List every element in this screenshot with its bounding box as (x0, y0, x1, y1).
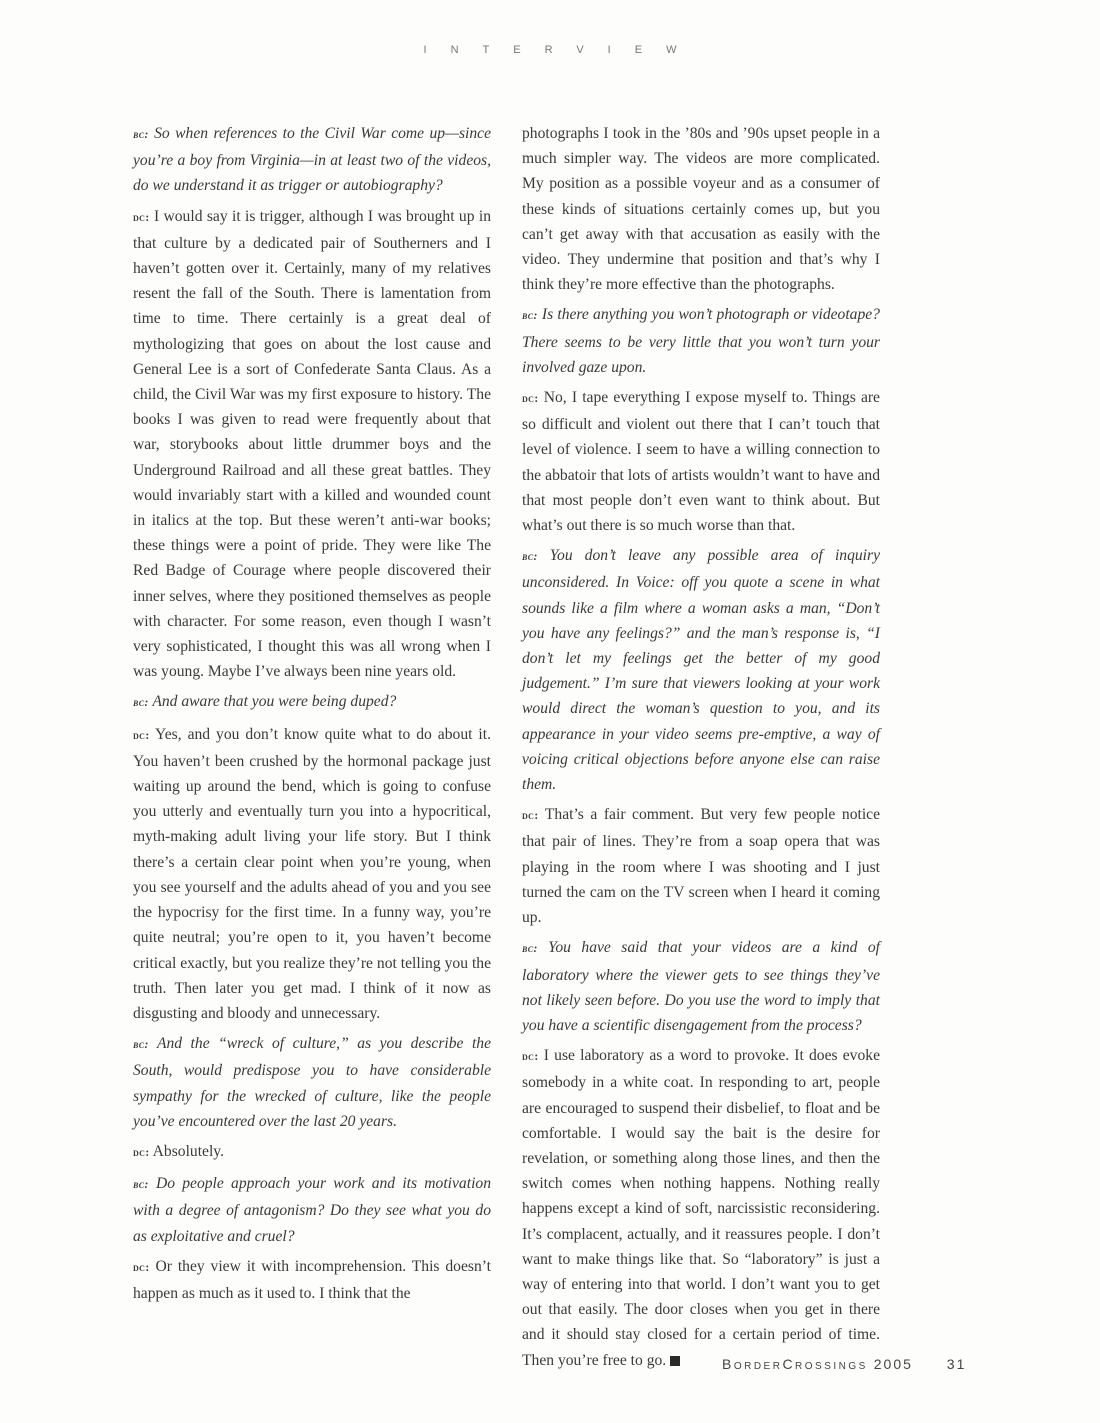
interview-question (522, 302, 880, 380)
section-header: INTERVIEW (423, 44, 701, 56)
interview-question (133, 689, 491, 716)
right-column (522, 121, 880, 1378)
speaker-label: dc: (522, 393, 539, 406)
speaker-label: dc: (133, 729, 150, 742)
issue-year: 2005 (873, 1356, 913, 1372)
speaker-label: dc: (133, 1146, 150, 1159)
paragraph-text: I would say it is trigger, although I was brought up in that culture by a dedicated pair of Southerners and I haven’t gotten over it. Certainly, many of my relatives resent the fall of the South. There is lamentation from time to time. There certainly is a great deal of mythologizing that goes on about the lost cause and General Lee is a sort of Confederate Santa Claus. As a child, the Civil War was my first exposure to history. The books I was given to read were frequently about that war, storybooks about little drummer boys and the Underground Railroad and all these great battles. They would invariably start with a killed and wounded count in italics at the top. But these weren’t anti-war books; these things were a point of pride. They were like The Red Badge of Courage where people discovered their inner selves, where they positioned themselves as people with character. For some reason, even though I wasn’t very sophisticated, I thought this was all wrong when I was young. Maybe I’ve always been nine years old. (133, 207, 491, 681)
page-number: 31 (946, 1356, 967, 1372)
paragraph-text: You don’t leave any possible area of inquiry unconsidered. In Voice: off you quote a scene in what sounds like a film where a woman asks a man, “Don’t you have any feelings?” and the man’s response is, “I don’t let my feelings get the better of my good judgement.” I’m sure that viewers looking at your work would direct the woman’s question to you, and its appearance in your video seems pre-emptive, a way of voicing critical objections before anyone else can raise them. (522, 547, 880, 794)
interview-answer (133, 1139, 491, 1166)
interview-question (522, 543, 880, 797)
paragraph-text: Yes, and you don’t know quite what to do about it. You haven’t been crushed by the hormonal package just waiting up around the bend, which is going to confuse you utterly and eventually turn you into a hypocritical, myth-making adult living your life story. But I think there’s a certain clear point when you’re young, when you see yourself and the adults ahead of you and you see the hypocrisy for the first time. In a funny way, you’re quite neutral; you’re open to it, you haven’t become critical exactly, but you realize they’re not telling you the truth. Then later you get mad. I think of it now as disgusting and bloody and unnecessary. (133, 725, 491, 1022)
paragraph-text: Is there anything you won’t photograph or videotape? There seems to be very little that you won’t turn your involved gaze upon. (522, 306, 880, 376)
paragraph-text: You have said that your videos are a kind of laboratory where the viewer gets to see things they’ve not likely seen before. Do you use the word to imply that you have a scientific disengagement from the process? (522, 939, 880, 1034)
paragraph-text: That’s a fair comment. But very few people notice that pair of lines. They’re from a soap opera that was playing in the room where I was shooting and I just turned the cam on the TV screen when I heard it coming up. (522, 806, 880, 927)
end-of-article-mark (670, 1356, 680, 1366)
speaker-label: dc: (133, 211, 150, 224)
speaker-label: dc: (522, 1051, 539, 1064)
speaker-label: bc: (133, 1039, 149, 1052)
paragraph-text: And aware that you were being duped? (152, 693, 397, 711)
interview-answer (133, 1254, 491, 1306)
speaker-label: bc: (522, 551, 538, 564)
speaker-label: bc: (522, 943, 538, 956)
paragraph-text: photographs I took in the ’80s and ’90s upset people in a much simpler way. The videos are more complicated. My position as a possible voyeur and as a consumer of these kinds of situations certainly comes up, but you can’t get away with that accusation as easily with the video. They undermine that position and that’s why I think they’re more effective than the photographs. (522, 125, 880, 294)
paragraph-text: Or they view it with incomprehension. This doesn’t happen as much as it used to. I think that the (133, 1257, 491, 1302)
interview-answer (522, 802, 880, 930)
magazine-name: BorderCrossings (722, 1356, 868, 1372)
interview-question (522, 935, 880, 1038)
interview-question (133, 1171, 491, 1249)
speaker-label: dc: (133, 1261, 150, 1274)
paragraph-text: I use laboratory as a word to provoke. It does evoke somebody in a white coat. In responding to art, people are encouraged to suspend their disbelief, to float and be comfortable. I would say the bait is the desire for revelation, or something along those lines, and then the switch comes when nothing happens. Nothing really happens except a kind of soft, narcissistic reconsidering. It’s complacent, actually, and it reassures people. I don’t want to make things like that. So “laboratory” is just a way of entering into that world. I don’t want you to get out that easily. The door closes when you get in there and it should stay closed for a certain period of time. Then you’re free to go. (522, 1047, 880, 1369)
interview-answer-continued (522, 121, 880, 297)
paragraph-text: No, I tape everything I expose myself to. Things are so difficult and violent out there that I can’t touch that level of violence. I seem to have a willing connection to the abbatoir that lots of artists wouldn’t want to have and that most people don’t even want to think about. But what’s out there is so much worse than that. (522, 389, 880, 535)
interview-answer (522, 385, 880, 538)
interview-answer (522, 1043, 880, 1373)
left-column (133, 121, 491, 1311)
paragraph-text: And the “wreck of culture,” as you describe the South, would predispose you to have considerable sympathy for the wrecked of culture, like the people you’ve encountered over the last 20 years. (133, 1035, 492, 1130)
paragraph-text: So when references to the Civil War come up—since you’re a boy from Virginia—in at least two of the videos, do we understand it as trigger or autobiography? (133, 125, 491, 195)
interview-answer (133, 722, 491, 1026)
speaker-label: bc: (133, 129, 149, 141)
interview-question (133, 121, 491, 199)
speaker-label: bc: (133, 697, 149, 710)
speaker-label: dc: (522, 810, 539, 823)
speaker-label: bc: (522, 310, 538, 323)
paragraph-text: Do people approach your work and its motivation with a degree of antagonism? Do they see what you do as exploitative and cruel? (133, 1175, 491, 1245)
speaker-label: bc: (133, 1179, 149, 1192)
paragraph-text: Absolutely. (152, 1142, 224, 1160)
interview-answer (133, 204, 491, 685)
page-footer (722, 1356, 966, 1372)
interview-question (133, 1031, 491, 1134)
